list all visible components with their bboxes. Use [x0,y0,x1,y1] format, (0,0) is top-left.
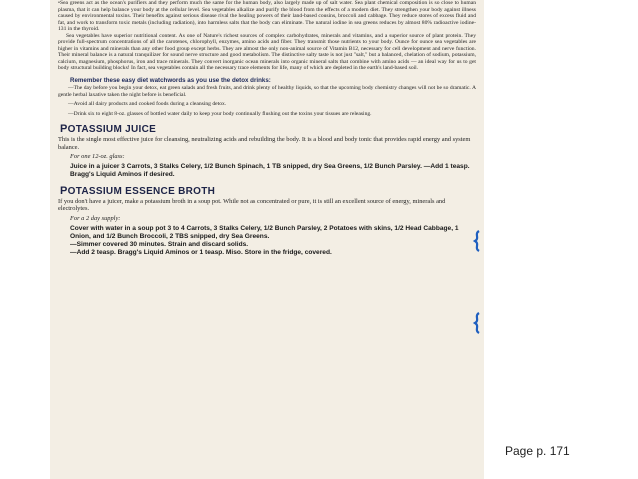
page-edge-bracket-icon [472,312,482,334]
watchword-item: —Avoid all dairy products and cooked foods during a cleansing detox. [68,101,227,108]
potassium-broth-recipe-line: —Simmer covered 30 minutes. Strain and discard solids. [70,240,249,248]
watchwords-heading: Remember these easy diet watchwords as you use the detox drinks: [70,77,271,85]
page-edge-bracket-icon [472,230,482,252]
potassium-juice-recipe: Juice in a juicer 3 Carrots, 3 Stalks Celery, 1/2 Bunch Spinach, 1 TB snipped, dry Sea Greens, 1/2 Bunch Parsley. —Add 1 teasp. Bragg's Liquid Aminos if desired. [70,163,470,179]
page-text-column [58,0,476,257]
potassium-juice-serving: For one 12-oz. glass: [70,153,125,161]
watchword-item: —Drink six to eight 8-oz. glasses of bottled water daily to keep your body continually flushing out the toxins your tissues are releasing. [68,110,372,117]
potassium-juice-heading: POTASSIUM JUICE [60,123,157,136]
potassium-juice-description: This is the single most effective juice for cleansing, neutralizing acids and rebuilding the body. It is a blood and body tonic that provides rapid energy and system balance. [58,136,471,151]
potassium-broth-recipe-line: —Add 2 teasp. Bragg's Liquid Aminos or 1 teasp. Miso. Store in the fridge, covered. [70,248,332,256]
page-number-label: Page p. 171 [505,444,570,458]
intro-paragraph-sea-greens: •Sea greens act as the ocean's purifiers and they perform much the same for the human body, also largely made up of salt water. Sea plant chemical composition is so close to human plasma, that it can help balance your body at the cellular level. Sea vegetables alkalize and purify the blood from the effects of a modern diet. They strengthen your body against illness caused by environmental toxins. Their benefits against serious disease rival the healing powers of their land-based cousins, broccoli and cabbage. They reduce stores of excess fluid and fat, and work to transform toxic metals (including radiation), into harmless salts that the body can eliminate. The natural iodine in sea greens reduces by almost 80% radioactive iodine-131 in the thyroid. [58,0,476,33]
potassium-broth-description: If you don't have a juicer, make a potassium broth in a soup pot. While not as concentrated or pure, it is still an excellent source of energy, minerals and electrolytes. [58,198,446,213]
book-page-scan [50,0,484,479]
watchword-item: —The day before you begin your detox, eat green salads and fresh fruits, and drink plenty of healthy liquids, so that the upcoming body chemistry changes will not be so dramatic. A gentle herbal laxative taken the night before is beneficial. [58,85,476,98]
potassium-broth-heading: POTASSIUM ESSENCE BROTH [60,185,216,198]
intro-paragraph-nutrition: Sea vegetables have superior nutritional content. As one of Nature's richest sources of complex carbohydrates, minerals and vitamins, and a superior source of plant protein. They provide full-spectrum concentrations of all the carotenes, chlorophyll, enzymes, amino acids and fiber. They transmit those nutrients to your body. Ounce for ounce sea vegetables are higher in vitamins and minerals than any other food group except herbs. They are almost the only non-animal source of Vitamin B12, necessary for cell development and nerve function. Their mineral balance is a natural tranquilizer for sound nerve structure and good metabolism. The distinctive salty taste is not just "salt," but a balanced, chelation of sodium, potassium, calcium, magnesium, phosphorus, iron and trace minerals. They convert inorganic ocean minerals into organic mineral salts that combine with amino acids — an ideal way for us to get body structural building blocks! In fact, sea vegetables contain all the necessary trace elements for life, many of which are depleted in the earth's land-based soil. [58,32,476,72]
potassium-broth-recipe-line: Cover with water in a soup pot 3 to 4 Carrots, 3 Stalks Celery, 1/2 Bunch Parsley, 2 Potatoes with skins, 1/2 Head Cabbage, 1 Onion, and 1/2 Bunch Broccoli, 2 TBS snipped, dry Sea Greens. [70,224,459,240]
potassium-broth-serving: For a 2 day supply: [70,214,121,222]
